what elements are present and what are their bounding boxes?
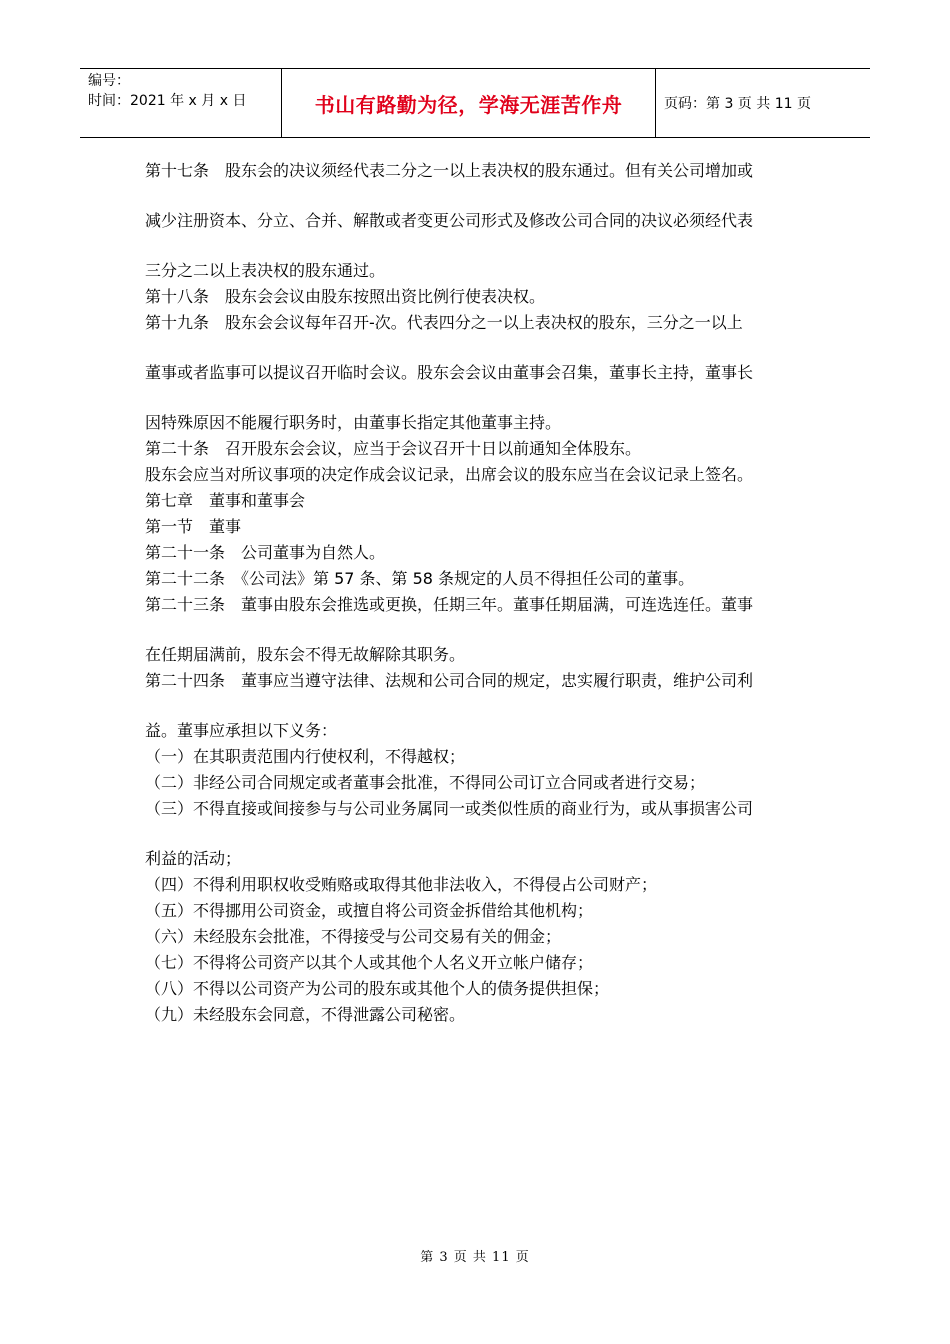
body-paragraph: （一）在其职责范围内行使权利，不得越权； [145,747,466,766]
paragraph-gap [145,336,805,360]
body-paragraph: 股东会应当对所议事项的决定作成会议记录，出席会议的股东应当在会议记录上签名。 [145,465,754,484]
page-footer: 第 3 页 共 11 页 [420,1250,530,1265]
body-paragraph: 第二十条 召开股东会会议，应当于会议召开十日以前通知全体股东。 [145,439,642,458]
body-paragraph: （七）不得将公司资产以其个人或其他个人名义开立帐户储存； [145,953,594,972]
body-paragraph: 第七章 董事和董事会 [145,491,306,510]
page-header [80,68,870,138]
body-paragraph: （九）未经股东会同意，不得泄露公司秘密。 [145,1005,466,1024]
body-paragraph: （八）不得以公司资产为公司的股东或其他个人的债务提供担保； [145,979,610,998]
paragraph-gap [145,822,805,846]
body-paragraph: 第一节 董事 [145,517,242,536]
body-paragraph: （六）未经股东会批准，不得接受与公司交易有关的佣金； [145,927,562,946]
header-motto: 书山有路勤为径，学海无涯苦作舟 [282,69,656,137]
body-paragraph: （四）不得利用职权收受贿赂或取得其他非法收入，不得侵占公司财产； [145,875,658,894]
body-paragraph: 因特殊原因不能履行职务时，由董事长指定其他董事主持。 [145,413,562,432]
number-label: 编号： [88,73,130,89]
paragraph-gap [145,234,805,258]
body-paragraph: 董事或者监事可以提议召开临时会议。股东会会议由董事会召集，董事长主持，董事长 [145,363,754,382]
body-paragraph: 在任期届满前，股东会不得无故解除其职务。 [145,645,466,664]
paragraph-gap [145,618,805,642]
body-paragraph: 第二十三条 董事由股东会推选或更换，任期三年。董事任期届满，可连选连任。董事 [145,595,754,614]
body-paragraph: （五）不得挪用公司资金，或擅自将公司资金拆借给其他机构； [145,901,594,920]
paragraph-gap [145,184,805,208]
body-paragraph: （二）非经公司合同规定或者董事会批准，不得同公司订立合同或者进行交易； [145,773,706,792]
body-paragraph: 第十八条 股东会会议由股东按照出资比例行使表决权。 [145,287,546,306]
body-paragraph: 第二十二条 《公司法》第 57 条、第 58 条规定的人员不得担任公司的董事。 [145,569,695,588]
body-paragraph: 第二十一条 公司董事为自然人。 [145,543,386,562]
body-paragraph: 利益的活动； [145,849,242,868]
header-meta [80,69,282,137]
paragraph-gap [145,386,805,410]
body-paragraph: 第十九条 股东会会议每年召开-次。代表四分之一以上表决权的股东，三分之一以上 [145,313,743,332]
body-paragraph: 第十七条 股东会的决议须经代表二分之一以上表决权的股东通过。但有关公司增加或 [145,161,754,180]
body-paragraph: 益。董事应承担以下义务： [145,721,338,740]
body-paragraph: （三）不得直接或间接参与与公司业务属同一或类似性质的商业行为，或从事损害公司 [145,799,754,818]
date-label: 时间：2021 年 x 月 x 日 [88,93,247,109]
header-page-info: 页码：第 3 页 共 11 页 [664,96,811,112]
body-paragraph: 第二十四条 董事应当遵守法律、法规和公司合同的规定，忠实履行职责，维护公司利 [145,671,754,690]
body-paragraph: 减少注册资本、分立、合并、解散或者变更公司形式及修改公司合同的决议必须经代表 [145,211,754,230]
paragraph-gap [145,694,805,718]
document-body [145,158,805,1028]
body-paragraph: 三分之二以上表决权的股东通过。 [145,261,386,280]
